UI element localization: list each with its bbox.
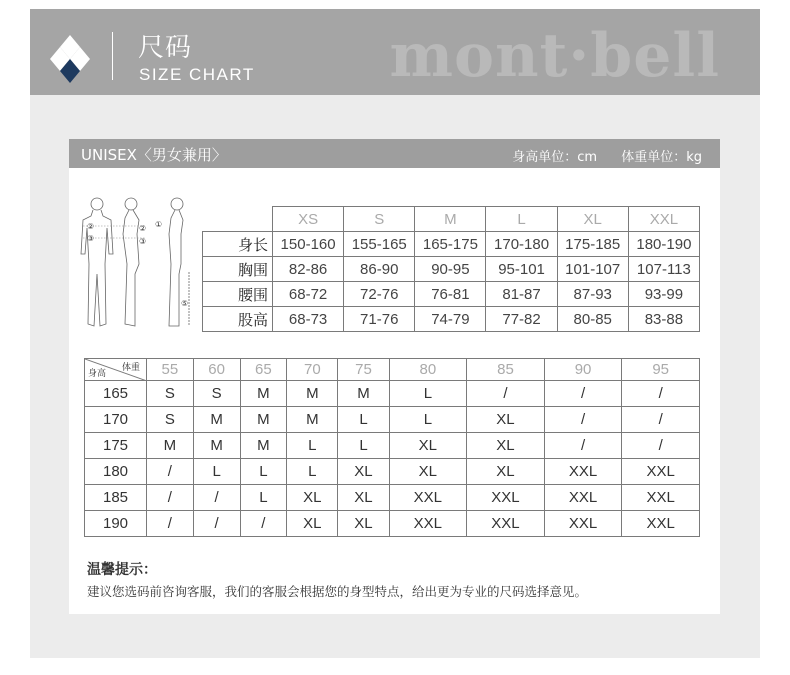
size-card — [69, 139, 720, 614]
table-cell: / — [544, 381, 622, 407]
table-cell: 72-76 — [344, 282, 415, 307]
table-cell: / — [622, 433, 700, 459]
table-cell: / — [147, 459, 194, 485]
table-cell: XXL — [622, 459, 700, 485]
weight-header: 85 — [467, 359, 545, 381]
row-label: 胸围 — [203, 257, 273, 282]
height-cell: 185 — [85, 485, 147, 511]
table-cell: L — [287, 433, 338, 459]
table-cell: S — [193, 381, 240, 407]
body-measurement-figure — [79, 194, 199, 334]
measurement-table — [202, 206, 700, 332]
height-cell: 170 — [85, 407, 147, 433]
size-header: M — [415, 207, 486, 232]
marker-3-side: ③ — [139, 237, 147, 246]
size-header: L — [486, 207, 557, 232]
marker-5: ⑤ — [181, 299, 189, 308]
table-cell: / — [240, 511, 287, 537]
table-cell: XL — [389, 433, 467, 459]
table-cell: M — [240, 407, 287, 433]
table-row — [85, 511, 700, 537]
table-cell: 86-90 — [344, 257, 415, 282]
table-cell: 175-185 — [557, 232, 628, 257]
table-cell: M — [147, 433, 194, 459]
table-cell: XXL — [467, 511, 545, 537]
table-cell: 68-73 — [273, 307, 344, 332]
table-row — [203, 307, 700, 332]
table-row — [85, 485, 700, 511]
height-cell: 165 — [85, 381, 147, 407]
table-cell: M — [287, 407, 338, 433]
unisex-label: UNISEX〈男女兼用〉 — [81, 146, 227, 164]
table-cell: XL — [287, 485, 338, 511]
card-title-bar — [69, 139, 720, 168]
weight-header: 60 — [193, 359, 240, 381]
table-cell: M — [240, 433, 287, 459]
table-cell: XXL — [544, 459, 622, 485]
table-cell: L — [240, 485, 287, 511]
weight-header: 65 — [240, 359, 287, 381]
table-cell: 76-81 — [415, 282, 486, 307]
table-cell: 155-165 — [344, 232, 415, 257]
table-cell: L — [389, 407, 467, 433]
weight-header-row — [85, 359, 700, 381]
table-cell: L — [389, 381, 467, 407]
table-cell: / — [622, 407, 700, 433]
table-cell: 68-72 — [273, 282, 344, 307]
table-cell: 93-99 — [628, 282, 699, 307]
weight-header: 95 — [622, 359, 700, 381]
weight-header: 80 — [389, 359, 467, 381]
table-row — [85, 407, 700, 433]
table-cell: XXL — [389, 511, 467, 537]
header-divider — [112, 32, 113, 80]
table-cell: XXL — [544, 511, 622, 537]
table-header-row — [203, 207, 700, 232]
marker-2-front: ② — [87, 222, 95, 231]
table-cell: 170-180 — [486, 232, 557, 257]
table-cell: XL — [338, 459, 389, 485]
table-cell: 180-190 — [628, 232, 699, 257]
table-cell: 77-82 — [486, 307, 557, 332]
table-cell: L — [193, 459, 240, 485]
table-cell: XXL — [622, 485, 700, 511]
table-cell: 150-160 — [273, 232, 344, 257]
table-cell: L — [287, 459, 338, 485]
table-cell: 74-79 — [415, 307, 486, 332]
header-banner — [30, 9, 760, 95]
weight-unit-label: 体重单位：kg — [621, 150, 702, 165]
table-cell: XXL — [467, 485, 545, 511]
table-cell: / — [147, 511, 194, 537]
weight-header: 55 — [147, 359, 194, 381]
height-cell: 180 — [85, 459, 147, 485]
table-row — [203, 257, 700, 282]
marker-2-side: ② — [139, 224, 147, 233]
height-cell: 175 — [85, 433, 147, 459]
table-cell: / — [544, 433, 622, 459]
marker-3-front: ③ — [87, 234, 95, 243]
corner-height-label: 身高 — [88, 369, 107, 379]
table-row — [85, 381, 700, 407]
table-cell: 165-175 — [415, 232, 486, 257]
corner-cell — [85, 359, 147, 381]
table-cell: M — [193, 433, 240, 459]
table-cell: / — [147, 485, 194, 511]
table-cell: M — [287, 381, 338, 407]
table-cell: XL — [389, 459, 467, 485]
tips-text: 建议您选码前咨询客服，我们的客服会根据您的身型特点，给出更为专业的尺码选择意见。 — [87, 584, 588, 599]
table-cell: 83-88 — [628, 307, 699, 332]
montbell-logo-icon — [50, 33, 90, 83]
table-cell: 80-85 — [557, 307, 628, 332]
table-cell: XL — [467, 433, 545, 459]
weight-header: 75 — [338, 359, 389, 381]
table-cell: 81-87 — [486, 282, 557, 307]
height-weight-table — [84, 358, 700, 537]
table-cell: 71-76 — [344, 307, 415, 332]
height-cell: 190 — [85, 511, 147, 537]
table-cell: M — [338, 381, 389, 407]
table-cell: XL — [467, 407, 545, 433]
table-cell: M — [240, 381, 287, 407]
table-cell: / — [544, 407, 622, 433]
tips-title: 温馨提示： — [87, 562, 157, 578]
table-cell: XL — [338, 485, 389, 511]
marker-1: ① — [155, 220, 163, 229]
row-label: 身长 — [203, 232, 273, 257]
size-header: XXL — [628, 207, 699, 232]
table-cell: 87-93 — [557, 282, 628, 307]
page-subtitle: SIZE CHART — [139, 65, 255, 84]
table-row — [85, 433, 700, 459]
table-cell: L — [338, 433, 389, 459]
table-cell: / — [622, 381, 700, 407]
table-cell: XL — [287, 511, 338, 537]
table-cell: S — [147, 381, 194, 407]
table-cell: XXL — [622, 511, 700, 537]
table-cell: L — [338, 407, 389, 433]
table-cell: XXL — [389, 485, 467, 511]
table-cell: XXL — [544, 485, 622, 511]
table-cell: M — [193, 407, 240, 433]
table-cell: XL — [338, 511, 389, 537]
unit-labels — [492, 146, 702, 165]
table-cell: 107-113 — [628, 257, 699, 282]
weight-header: 70 — [287, 359, 338, 381]
size-header: S — [344, 207, 415, 232]
table-cell: 82-86 — [273, 257, 344, 282]
corner-weight-label: 体重 — [121, 363, 140, 373]
table-cell: / — [193, 511, 240, 537]
table-cell: 90-95 — [415, 257, 486, 282]
row-label: 腰围 — [203, 282, 273, 307]
table-row — [203, 282, 700, 307]
table-row — [203, 232, 700, 257]
table-cell: 101-107 — [557, 257, 628, 282]
table-cell: XL — [467, 459, 545, 485]
table-cell: L — [240, 459, 287, 485]
weight-header: 90 — [544, 359, 622, 381]
header-blank-cell — [203, 207, 273, 232]
page-title: 尺码 — [138, 33, 193, 63]
table-cell: S — [147, 407, 194, 433]
table-cell: / — [467, 381, 545, 407]
row-label: 股高 — [203, 307, 273, 332]
table-cell: 95-101 — [486, 257, 557, 282]
size-header: XS — [273, 207, 344, 232]
size-chart-panel — [30, 9, 760, 658]
size-header: XL — [557, 207, 628, 232]
table-cell: / — [193, 485, 240, 511]
brand-wordmark: mont·bell — [389, 21, 720, 91]
height-unit-label: 身高单位：cm — [512, 150, 598, 165]
table-row — [85, 459, 700, 485]
